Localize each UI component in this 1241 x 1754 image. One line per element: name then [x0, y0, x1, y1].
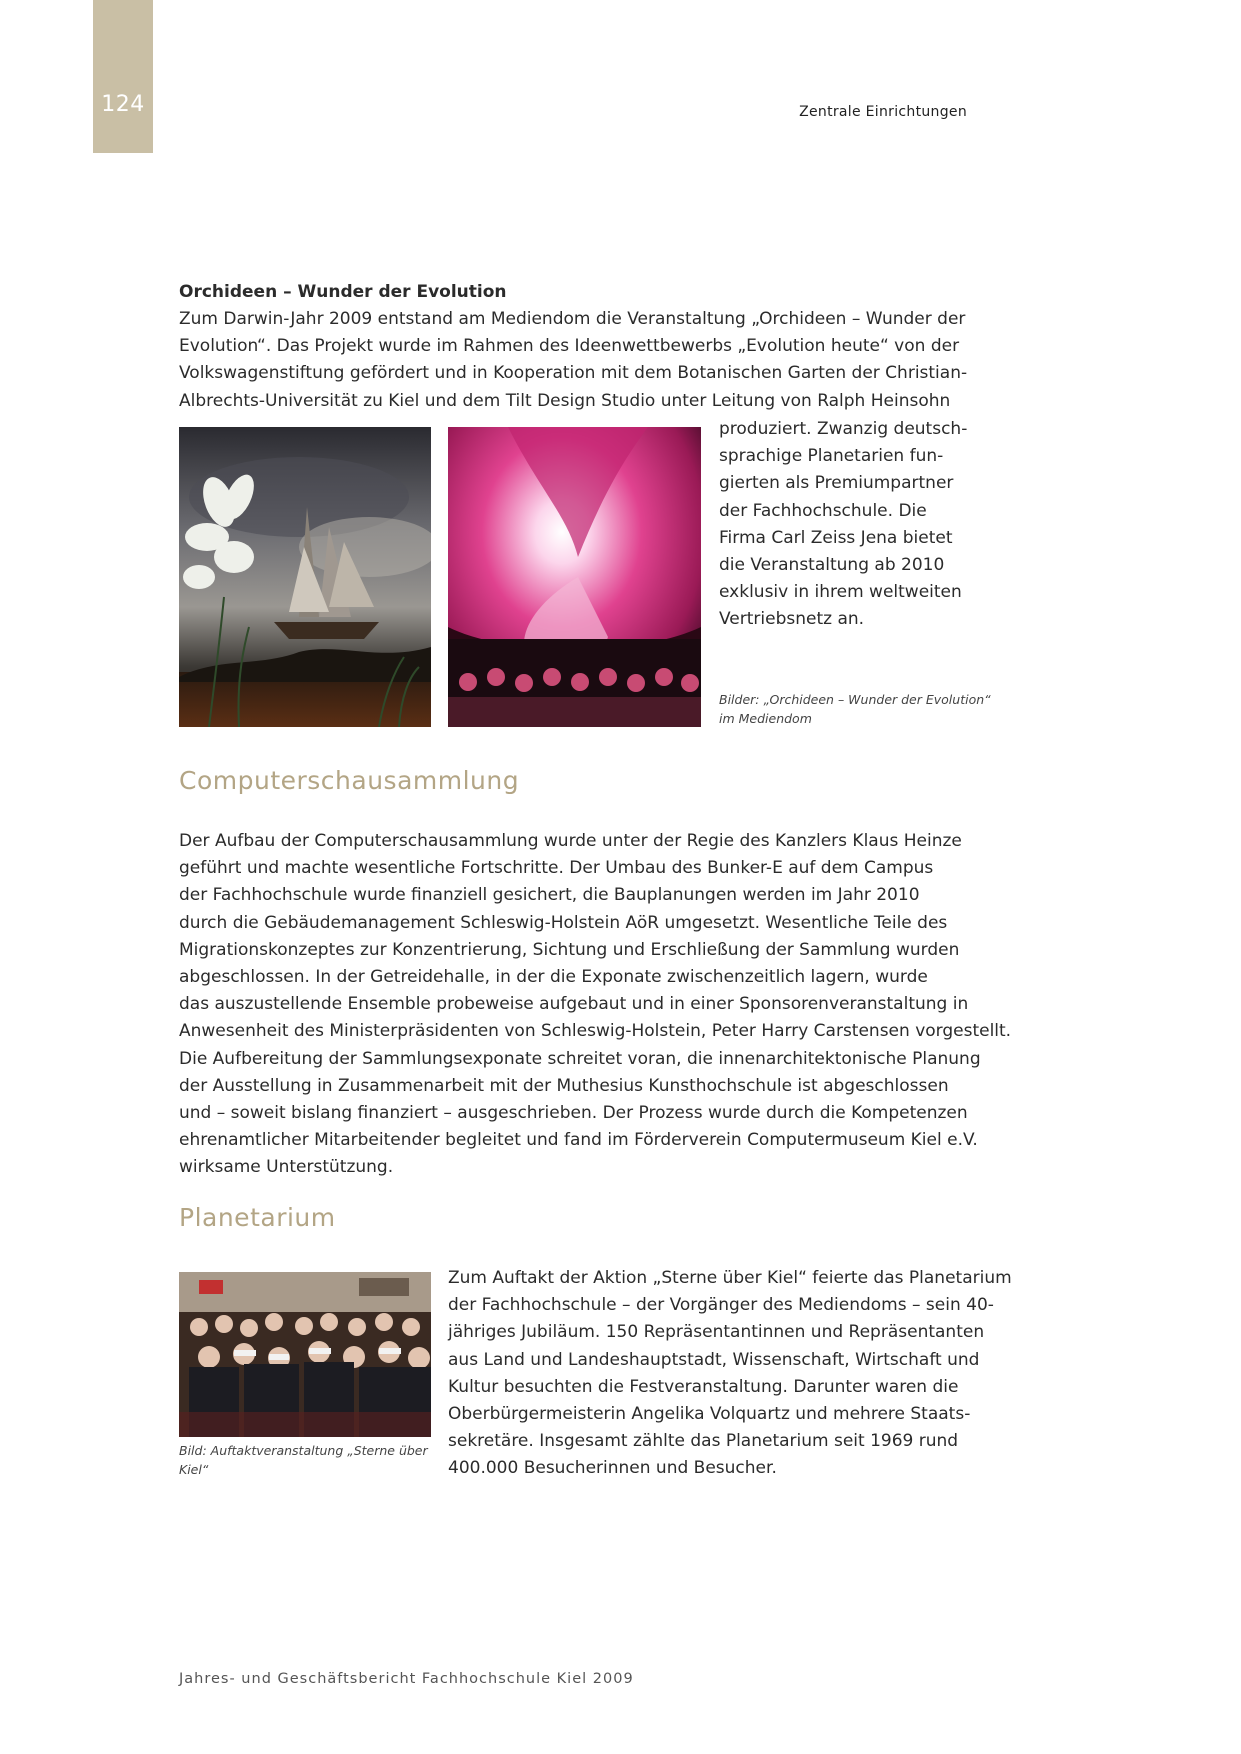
text-line: exklusiv in ihrem weltweiten — [719, 582, 962, 603]
text-line: Kultur besuchten die Festveranstaltung. Darunter waren die — [448, 1376, 959, 1397]
planetarium-paragraph — [448, 1265, 1012, 1483]
planetarium-heading: Planetarium — [179, 1203, 336, 1232]
orchideen-image-caption — [719, 690, 1009, 728]
text-line: 400.000 Besucherinnen und Besucher. — [448, 1458, 777, 1479]
text-line: Evolution“. Das Projekt wurde im Rahmen des Ideenwettbewerbs „Evolution heute“ von der — [179, 336, 960, 357]
page-footer: Jahres- und Geschäftsbericht Fachhochschule Kiel 2009 — [179, 1671, 634, 1687]
text-line: aus Land und Landeshauptstadt, Wissenschaft, Wirtschaft und — [448, 1349, 980, 1370]
text-line: Migrationskonzeptes zur Konzentrierung, Sichtung und Erschließung der Sammlung wurden — [179, 939, 960, 960]
text-line: abgeschlossen. In der Getreidehalle, in der die Exponate zwischenzeitlich lagern, wurde — [179, 967, 928, 988]
orchideen-heading: Orchideen – Wunder der Evolution — [179, 282, 507, 302]
text-line: der Fachhochschule wurde finanziell gesichert, die Bauplanungen werden im Jahr 2010 — [179, 885, 920, 906]
text-line: der Fachhochschule – der Vorgänger des Mediendoms – sein 40- — [448, 1295, 994, 1316]
text-line: Zum Auftakt der Aktion „Sterne über Kiel“ feierte das Planetarium — [448, 1268, 1012, 1288]
text-line: gierten als Premiumpartner — [719, 473, 954, 494]
text-line: Der Aufbau der Computerschausammlung wurde unter der Regie des Kanzlers Klaus Heinze — [179, 831, 962, 851]
text-line: die Veranstaltung ab 2010 — [719, 555, 945, 576]
text-line: jähriges Jubiläum. 150 Repräsentantinnen und Repräsentanten — [448, 1322, 985, 1343]
running-head: Zentrale Einrichtungen — [799, 104, 967, 120]
text-line: sprachige Planetarien fun- — [719, 446, 944, 467]
text-line: Albrechts-Universität zu Kiel und dem Tilt Design Studio unter Leitung von Ralph Heinsohn — [179, 390, 951, 411]
caption-line: Bilder: „Orchideen – Wunder der Evolution“ — [719, 692, 991, 707]
text-line: der Fachhochschule. Die — [719, 500, 927, 521]
text-line: und – soweit bislang finanziert – ausgeschrieben. Der Prozess wurde durch die Kompetenzen — [179, 1103, 968, 1124]
orchid-dome-photo — [448, 427, 701, 727]
text-line: durch die Gebäudemanagement Schleswig-Holstein AöR umgesetzt. Wesentliche Teile des — [179, 912, 948, 933]
computer-heading: Computerschausammlung — [179, 766, 520, 795]
text-line: Anwesenheit des Ministerpräsidenten von Schleswig-Holstein, Peter Harry Carstensen vorgestellt. — [179, 1021, 1012, 1042]
caption-line: im Mediendom — [719, 711, 812, 726]
text-line: Oberbürgermeisterin Angelika Volquartz und mehrere Staats- — [448, 1404, 971, 1425]
computer-paragraph — [179, 828, 1012, 1182]
text-line: der Ausstellung in Zusammenarbeit mit der Muthesius Kunsthochschule ist abgeschlossen — [179, 1075, 949, 1096]
text-line: wirksame Unterstützung. — [179, 1157, 394, 1178]
page-number-tab — [93, 0, 153, 153]
text-line: Firma Carl Zeiss Jena bietet — [719, 527, 953, 548]
text-line: Zum Darwin-Jahr 2009 entstand am Mediendom die Veranstaltung „Orchideen – Wunder der — [179, 309, 966, 329]
audience-photo — [179, 1272, 431, 1437]
orchideen-paragraph — [179, 306, 979, 415]
caption-line: Bild: Auftaktveranstaltung „Sterne über — [179, 1443, 428, 1458]
text-line: sekretäre. Insgesamt zählte das Planetarium seit 1969 rund — [448, 1431, 959, 1452]
caption-line: Kiel“ — [179, 1462, 209, 1477]
text-line: Volkswagenstiftung gefördert und in Kooperation mit dem Botanischen Garten der Christian- — [179, 363, 968, 384]
orchideen-paragraph-column — [719, 416, 989, 634]
text-line: das auszustellende Ensemble probeweise aufgebaut und in einer Sponsorenveranstaltung in — [179, 994, 969, 1015]
text-line: ehrenamtlicher Mitarbeitender begleitet und fand im Förderverein Computermuseum Kiel e.V. — [179, 1130, 978, 1151]
text-line: Vertriebsnetz an. — [719, 609, 865, 630]
text-line: Die Aufbereitung der Sammlungsexponate schreitet voran, die innenarchitektonische Planung — [179, 1048, 981, 1069]
page-number: 124 — [101, 92, 145, 117]
text-line: produziert. Zwanzig deutsch- — [719, 419, 968, 439]
text-line: geführt und machte wesentliche Fortschritte. Der Umbau des Bunker-E auf dem Campus — [179, 858, 934, 879]
planetarium-image-caption — [179, 1441, 439, 1479]
orchid-ship-photo — [179, 427, 431, 727]
